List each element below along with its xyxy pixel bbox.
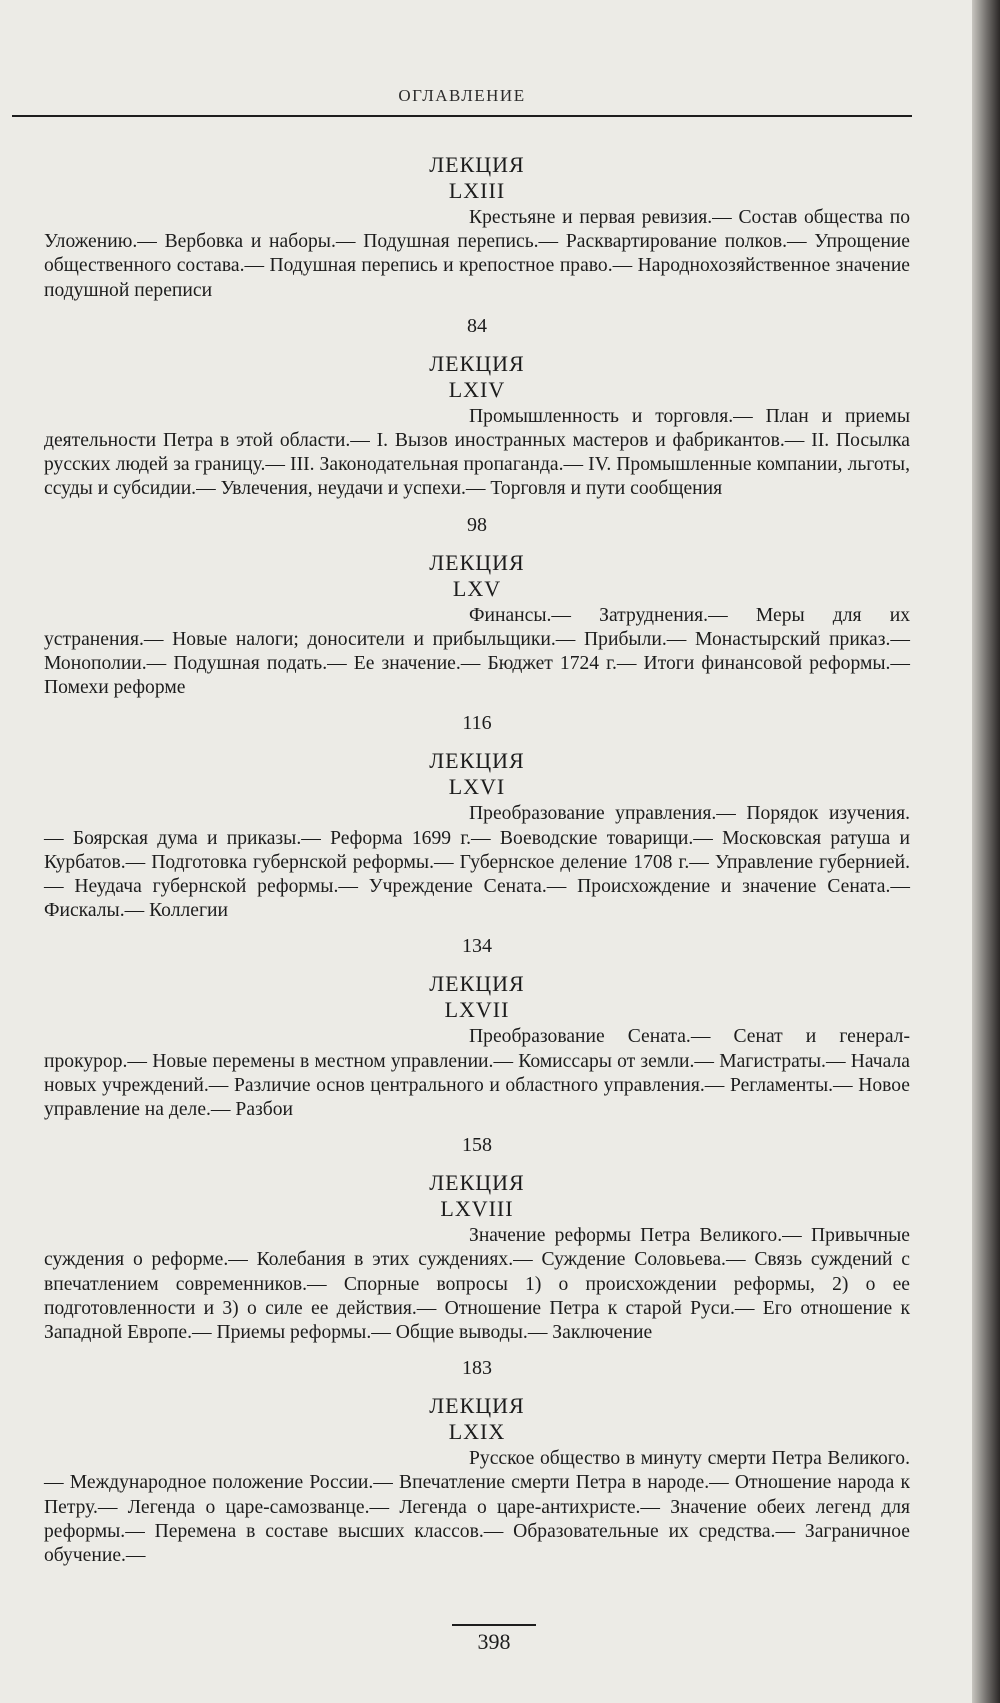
lecture-summary: Русское общество в минуту смерти Петра Великого.— Международное положение России.— Впечатление смерти Петра в народе.— Отношение народа к Петру.— Легенда о царе-самозванце.— Легенда о царе-антихристе.— Значение обеих легенд для реформы.— Перемена в составе высших классов.— Образовательные их средства.— Заграничное обучение.—: [44, 1448, 910, 1567]
lecture-number: LXIV: [448, 376, 506, 402]
lecture-entry: [44, 1170, 910, 1381]
lecture-entry: [44, 351, 910, 538]
lecture-summary: Значение реформы Петра Великого.— Привычные суждения о реформе.— Колебания в этих суждениях.— Суждение Соловьева.— Связь суждений с впечатлением современников.— Спорные вопросы 1) о происхождении реформы, 2) о ее подготовленности и 3) о силе ее действия.— Отношение Петра к старой Руси.— Его отношение к Западной Европе.— Приемы реформы.— Общие выводы.— Заключение: [44, 1225, 910, 1344]
lecture-summary: Промышленность и торговля.— План и приемы деятельности Петра в этой области.— I. Вызов иностранных мастеров и фабрикантов.— II. Посылка русских людей за границу.— III. Законодательная пропаганда.— IV. Промышленные компании, льготы, ссуды и субсидии.— Увлечения, неудачи и успехи.— Торговля и пути сообщения: [44, 405, 910, 500]
lecture-page-number: 116: [462, 712, 492, 735]
lecture-entry: [44, 550, 910, 737]
lecture-summary: Крестьяне и первая ревизия.— Состав общества по Уложению.— Вербовка и наборы.— Подушная перепись.— Расквартирование полков.— Упрощение общественного состава.— Подушная перепись и крепостное право.— Народнохозяйственное значение подушной переписи: [44, 207, 910, 301]
lecture-summary: Преобразование Сената.— Сенат и генерал-прокурор.— Новые перемены в местном управлении.— Комиссары от земли.— Магистраты.— Начала новых учреждений.— Различие основ центрального и областного управления.— Регламенты.— Новое управление на деле.— Разбои: [44, 1026, 910, 1121]
lecture-number: LXVIII: [440, 1196, 514, 1222]
lecture-entry: [44, 748, 910, 959]
running-head: ОГЛАВЛЕНИЕ: [398, 86, 526, 105]
book-spine-edge: [972, 0, 1000, 1703]
table-of-contents: [44, 152, 910, 1580]
lecture-page-number: 158: [462, 1134, 492, 1157]
page-number: 398: [477, 1629, 511, 1654]
lecture-page-number: 84: [467, 314, 487, 337]
lecture-summary: Финансы.— Затруднения.— Меры для их устранения.— Новые налоги; доносители и прибыльщики.— Прибыли.— Монастырский приказ.— Монополии.— Подушная подать.— Ее значение.— Бюджет 1724 г.— Итоги финансовой реформы.— Помехи реформе: [44, 604, 910, 699]
lecture-page-number: 183: [462, 1357, 492, 1380]
lecture-entry: [44, 1393, 910, 1568]
lecture-entry: [44, 971, 910, 1158]
lecture-summary: Преобразование управления.— Порядок изучения.— Боярская дума и приказы.— Реформа 1699 г.— Воеводские товарищи.— Московская ратуша и Курбатов.— Подготовка губернской реформы.— Губернское деление 1708 г.— Управление губернией.— Неудача губернской реформы.— Учреждение Сената.— Происхождение и значение Сената.— Фискалы.— Коллегии: [44, 803, 910, 922]
lecture-label: ЛЕКЦИЯ: [429, 152, 525, 177]
lecture-label: ЛЕКЦИЯ: [429, 549, 525, 575]
lecture-page-number: 98: [467, 513, 487, 536]
lecture-number: LXVII: [444, 997, 510, 1023]
lecture-number: LXIII: [448, 178, 506, 203]
lecture-page-number: 134: [462, 935, 492, 958]
lecture-number: LXIX: [448, 1419, 506, 1445]
lecture-number: LXVI: [448, 774, 506, 800]
lecture-label: ЛЕКЦИЯ: [429, 1393, 525, 1419]
lecture-label: ЛЕКЦИЯ: [429, 748, 525, 774]
lecture-label: ЛЕКЦИЯ: [429, 350, 525, 376]
lecture-label: ЛЕКЦИЯ: [429, 971, 525, 997]
folio-rule: [452, 1624, 536, 1626]
lecture-entry: [44, 152, 910, 339]
lecture-label: ЛЕКЦИЯ: [429, 1170, 525, 1196]
lecture-number: LXV: [452, 575, 502, 601]
header-rule: [12, 115, 912, 117]
